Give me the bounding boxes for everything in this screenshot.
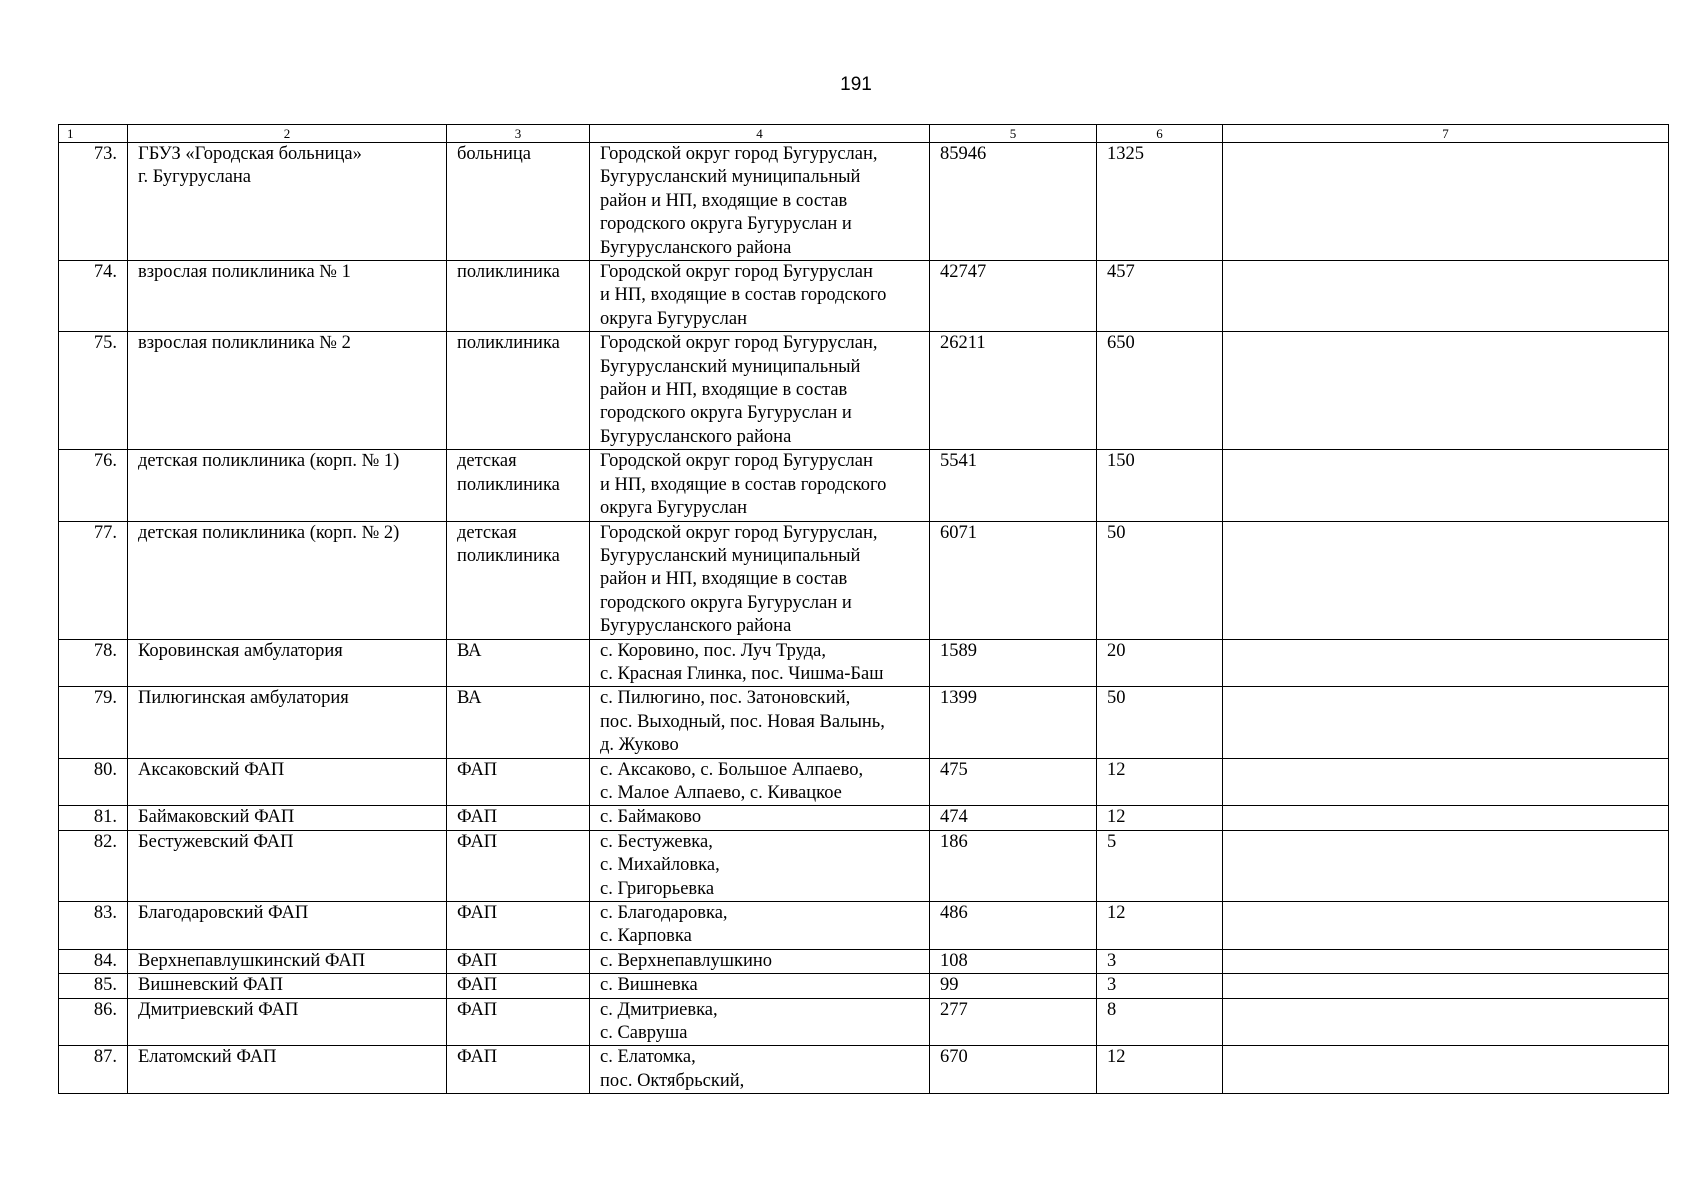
row-number-cell (59, 830, 128, 901)
population-cell (930, 639, 1097, 687)
table-row (59, 261, 1669, 332)
facility-type-cell (447, 998, 590, 1046)
population-cell (930, 687, 1097, 758)
facility-name-cell (128, 261, 447, 332)
note-cell (1223, 830, 1669, 901)
facility-name-cell (128, 450, 447, 521)
facility-type-cell-text: ФАП (457, 999, 498, 1020)
row-number-cell (59, 758, 128, 806)
table-row (59, 450, 1669, 521)
capacity-cell-text: 3 (1107, 950, 1117, 971)
capacity-cell-text: 12 (1107, 903, 1126, 923)
population-cell-text: 1589 (940, 640, 977, 661)
facility-type-cell-text: ФАП (457, 975, 498, 996)
note-cell (1223, 1046, 1669, 1094)
service-area-cell-text: с. Благодаровка, с. Карповка (600, 903, 728, 947)
capacity-cell (1097, 998, 1223, 1046)
row-number-cell (59, 143, 128, 261)
facility-name-cell (128, 830, 447, 901)
capacity-cell-text: 20 (1107, 640, 1126, 661)
facility-name-cell-text: Верхнепавлушкинский ФАП (138, 950, 366, 971)
column-header-1: 1 (59, 125, 128, 143)
row-number-cell-text: 85. (93, 975, 117, 996)
row-number-cell (59, 998, 128, 1046)
capacity-cell-text: 50 (1107, 688, 1126, 709)
facility-name-cell (128, 143, 447, 261)
table-row (59, 143, 1669, 261)
row-number-cell-text: 84. (93, 950, 117, 971)
facility-name-cell (128, 687, 447, 758)
facility-type-cell (447, 143, 590, 261)
facility-name-cell (128, 1046, 447, 1094)
population-cell (930, 902, 1097, 950)
service-area-cell (590, 332, 930, 450)
facility-type-cell (447, 902, 590, 950)
table-body (59, 143, 1669, 1094)
population-cell (930, 143, 1097, 261)
note-cell (1223, 758, 1669, 806)
population-cell (930, 332, 1097, 450)
service-area-cell-text: Городской округ город Бугуруслан, Бугурусланский муниципальный район и НП, входящие в состав городского округа Бугуруслан и Бугурусланского района (600, 333, 878, 447)
table-row (59, 332, 1669, 450)
service-area-cell-text: с. Пилюгино, пос. Затоновский, пос. Выходный, пос. Новая Валынь, д. Жуково (600, 688, 885, 756)
facility-type-cell-text: детская поликлиника (457, 522, 560, 566)
facility-type-cell-text: больница (457, 144, 531, 164)
population-cell (930, 974, 1097, 998)
capacity-cell (1097, 758, 1223, 806)
population-cell-text: 5541 (940, 451, 977, 472)
facility-name-cell (128, 332, 447, 450)
capacity-cell (1097, 949, 1223, 973)
facility-name-cell (128, 998, 447, 1046)
row-number-cell-text: 81. (93, 807, 117, 828)
service-area-cell (590, 639, 930, 687)
row-number-cell (59, 450, 128, 521)
capacity-cell (1097, 261, 1223, 332)
table-row (59, 521, 1669, 639)
population-cell-text: 277 (940, 999, 968, 1020)
facility-type-cell (447, 332, 590, 450)
row-number-cell (59, 902, 128, 950)
table-row (59, 998, 1669, 1046)
facility-name-cell-text: Пилюгинская амбулатория (138, 688, 349, 709)
population-cell-text: 186 (940, 831, 968, 852)
note-cell (1223, 521, 1669, 639)
service-area-cell (590, 974, 930, 998)
capacity-cell (1097, 639, 1223, 687)
population-cell-text: 108 (940, 950, 968, 971)
facility-name-cell (128, 521, 447, 639)
facility-name-cell-text: детская поликлиника (корп. № 1) (138, 451, 400, 472)
facility-type-cell-text: ФАП (457, 1047, 498, 1068)
service-area-cell (590, 806, 930, 830)
facility-name-cell (128, 949, 447, 973)
facilities-table (58, 124, 1669, 1094)
population-cell (930, 758, 1097, 806)
facility-type-cell-text: ВА (457, 688, 482, 709)
population-cell-text: 85946 (940, 144, 987, 164)
service-area-cell-text: с. Верхнепавлушкино (600, 950, 772, 971)
facility-type-cell (447, 758, 590, 806)
service-area-cell (590, 949, 930, 973)
row-number-cell (59, 687, 128, 758)
row-number-cell-text: 78. (93, 640, 117, 661)
service-area-cell-text: Городской округ город Бугуруслан и НП, входящие в состав городского округа Бугуруслан (600, 262, 887, 329)
service-area-cell (590, 902, 930, 950)
capacity-cell (1097, 332, 1223, 450)
service-area-cell-text: с. Коровино, пос. Луч Труда, с. Красная Глинка, пос. Чишма-Баш (600, 640, 884, 684)
facility-type-cell (447, 974, 590, 998)
facility-type-cell-text: детская поликлиника (457, 451, 560, 495)
row-number-cell-text: 74. (93, 262, 117, 283)
facility-type-cell (447, 1046, 590, 1094)
service-area-cell (590, 450, 930, 521)
table-row (59, 806, 1669, 830)
note-cell (1223, 261, 1669, 332)
service-area-cell (590, 261, 930, 332)
capacity-cell (1097, 687, 1223, 758)
row-number-cell (59, 974, 128, 998)
table-row (59, 1046, 1669, 1094)
row-number-cell (59, 949, 128, 973)
population-cell-text: 474 (940, 807, 968, 828)
capacity-cell-text: 12 (1107, 759, 1126, 780)
capacity-cell (1097, 830, 1223, 901)
capacity-cell-text: 1325 (1107, 144, 1144, 164)
note-cell (1223, 806, 1669, 830)
column-header-4: 4 (590, 125, 930, 143)
facility-name-cell-text: ГБУЗ «Городская больница» г. Бугуруслана (138, 144, 362, 188)
population-cell-text: 99 (940, 975, 959, 996)
facility-type-cell (447, 806, 590, 830)
row-number-cell-text: 76. (93, 451, 117, 472)
capacity-cell-text: 5 (1107, 831, 1117, 852)
row-number-cell-text: 86. (93, 999, 117, 1020)
facility-name-cell-text: Благодаровский ФАП (138, 903, 309, 923)
population-cell-text: 6071 (940, 522, 977, 543)
note-cell (1223, 639, 1669, 687)
service-area-cell (590, 1046, 930, 1094)
facility-type-cell (447, 261, 590, 332)
note-cell (1223, 949, 1669, 973)
facility-name-cell (128, 806, 447, 830)
facility-type-cell (447, 830, 590, 901)
row-number-cell (59, 332, 128, 450)
note-cell (1223, 332, 1669, 450)
capacity-cell (1097, 902, 1223, 950)
capacity-cell (1097, 521, 1223, 639)
facility-name-cell-text: Вишневский ФАП (138, 975, 284, 996)
row-number-cell-text: 80. (93, 759, 117, 780)
capacity-cell-text: 12 (1107, 1047, 1126, 1068)
capacity-cell (1097, 450, 1223, 521)
capacity-cell (1097, 143, 1223, 261)
facility-name-cell-text: Елатомский ФАП (138, 1047, 277, 1068)
population-cell-text: 486 (940, 903, 968, 923)
capacity-cell-text: 3 (1107, 975, 1117, 996)
facility-name-cell-text: Аксаковский ФАП (138, 759, 285, 780)
facility-type-cell-text: ФАП (457, 950, 498, 971)
facility-type-cell-text: ФАП (457, 759, 498, 780)
column-header-2: 2 (128, 125, 447, 143)
capacity-cell-text: 12 (1107, 807, 1126, 828)
row-number-cell (59, 806, 128, 830)
service-area-cell-text: с. Вишневка (600, 975, 698, 996)
facility-name-cell-text: Баймаковский ФАП (138, 807, 295, 828)
note-cell (1223, 902, 1669, 950)
facility-type-cell-text: ФАП (457, 831, 498, 852)
row-number-cell-text: 77. (93, 522, 117, 543)
table-row (59, 758, 1669, 806)
row-number-cell-text: 79. (93, 688, 117, 709)
note-cell (1223, 450, 1669, 521)
row-number-cell (59, 521, 128, 639)
page-number: 191 (840, 74, 872, 95)
service-area-cell-text: Городской округ город Бугуруслан, Бугурусланский муниципальный район и НП, входящие в состав городского округа Бугуруслан и Бугурусланского района (600, 144, 878, 258)
population-cell (930, 261, 1097, 332)
facility-type-cell-text: поликлиника (457, 262, 560, 283)
capacity-cell-text: 50 (1107, 522, 1126, 543)
service-area-cell-text: с. Бестужевка, с. Михайловка, с. Григорьевка (600, 831, 720, 899)
table-header (59, 125, 1669, 143)
table-row (59, 687, 1669, 758)
population-cell-text: 42747 (940, 262, 987, 283)
service-area-cell-text: с. Баймаково (600, 807, 702, 828)
note-cell (1223, 143, 1669, 261)
facility-name-cell-text: детская поликлиника (корп. № 2) (138, 522, 400, 543)
facility-type-cell-text: ФАП (457, 807, 498, 828)
population-cell (930, 830, 1097, 901)
facility-name-cell-text: взрослая поликлиника № 2 (138, 333, 351, 354)
population-cell-text: 1399 (940, 688, 977, 709)
facility-name-cell-text: Бестужевский ФАП (138, 831, 294, 852)
service-area-cell (590, 143, 930, 261)
population-cell (930, 949, 1097, 973)
service-area-cell-text: с. Дмитриевка, с. Савруша (600, 999, 718, 1044)
population-cell (930, 1046, 1097, 1094)
facility-name-cell-text: Коровинская амбулатория (138, 640, 343, 661)
table-row (59, 949, 1669, 973)
capacity-cell-text: 150 (1107, 451, 1135, 472)
population-cell-text: 670 (940, 1047, 968, 1068)
facility-name-cell (128, 639, 447, 687)
capacity-cell (1097, 974, 1223, 998)
service-area-cell (590, 830, 930, 901)
service-area-cell-text: Городской округ город Бугуруслан, Бугурусланский муниципальный район и НП, входящие в состав городского округа Бугуруслан и Бугурусланского района (600, 522, 878, 637)
row-number-cell-text: 73. (93, 144, 117, 164)
row-number-cell-text: 82. (93, 831, 117, 852)
service-area-cell (590, 998, 930, 1046)
header-row (59, 125, 1669, 143)
facility-type-cell-text: поликлиника (457, 333, 560, 354)
facility-name-cell (128, 974, 447, 998)
capacity-cell-text: 8 (1107, 999, 1117, 1020)
facility-type-cell (447, 949, 590, 973)
facility-type-cell (447, 639, 590, 687)
facility-type-cell (447, 687, 590, 758)
column-header-7: 7 (1223, 125, 1669, 143)
population-cell-text: 26211 (940, 333, 986, 354)
facility-type-cell-text: ФАП (457, 903, 498, 923)
row-number-cell (59, 639, 128, 687)
table-row (59, 974, 1669, 998)
table-row (59, 902, 1669, 950)
facility-name-cell-text: Дмитриевский ФАП (138, 999, 299, 1020)
row-number-cell-text: 83. (93, 903, 117, 923)
service-area-cell (590, 687, 930, 758)
facility-type-cell (447, 521, 590, 639)
row-number-cell (59, 1046, 128, 1094)
capacity-cell-text: 650 (1107, 333, 1135, 354)
row-number-cell-text: 87. (93, 1047, 117, 1068)
capacity-cell (1097, 1046, 1223, 1094)
column-header-6: 6 (1097, 125, 1223, 143)
population-cell (930, 521, 1097, 639)
facility-name-cell (128, 902, 447, 950)
table-row (59, 639, 1669, 687)
population-cell (930, 450, 1097, 521)
service-area-cell (590, 758, 930, 806)
service-area-cell-text: с. Елатомка, пос. Октябрьский, (600, 1047, 745, 1091)
facility-type-cell-text: ВА (457, 640, 482, 661)
table-row (59, 830, 1669, 901)
row-number-cell-text: 75. (93, 333, 117, 354)
service-area-cell (590, 521, 930, 639)
note-cell (1223, 687, 1669, 758)
facility-name-cell (128, 758, 447, 806)
capacity-cell (1097, 806, 1223, 830)
row-number-cell (59, 261, 128, 332)
note-cell (1223, 998, 1669, 1046)
facility-type-cell (447, 450, 590, 521)
capacity-cell-text: 457 (1107, 262, 1135, 283)
note-cell (1223, 974, 1669, 998)
column-header-5: 5 (930, 125, 1097, 143)
facility-name-cell-text: взрослая поликлиника № 1 (138, 262, 351, 283)
service-area-cell-text: Городской округ город Бугуруслан и НП, входящие в состав городского округа Бугуруслан (600, 451, 887, 519)
service-area-cell-text: с. Аксаково, с. Большое Алпаево, с. Малое Алпаево, с. Кивацкое (600, 759, 864, 803)
population-cell (930, 998, 1097, 1046)
column-header-3: 3 (447, 125, 590, 143)
population-cell (930, 806, 1097, 830)
population-cell-text: 475 (940, 759, 968, 780)
